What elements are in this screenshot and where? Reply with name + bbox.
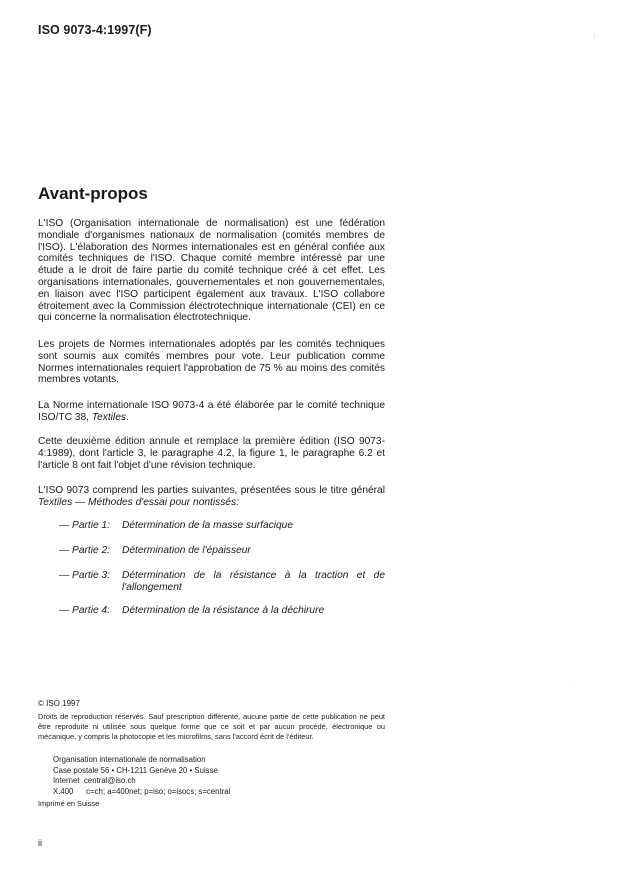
prepared-by-text: La Norme internationale ISO 9073-4 a été élaborée par le comité technique ISO/TC 38, [38,400,385,423]
part-title: Détermination de la résistance à la traction et de l'allongement [122,570,385,593]
internet-row [53,776,230,787]
part-title: Détermination de la résistance à la déchirure [122,605,325,616]
general-title: Textiles — Méthodes d'essai pour nontissés: [38,496,239,508]
organization-address-block [53,755,230,797]
paragraph-iso-intro: L'ISO (Organisation internationale de normalisation) est une fédération mondiale d'organismes nationaux de normalisation (comités membres de l'ISO). L'élaboration des Normes internationales est en général confiée aux comités techniques de l'ISO. Chaque comité membre intéressé par une étude a le droit de faire partie du comité technique créé à cet effet. Les organisations internationales, gouvernementales et non gouvernementales, en liaison avec l'ISO participent également aux travaux. L'ISO collabore étroitement avec la Commission électrotechnique internationale (CEI) en ce qui concerne la normalisation électrotechnique. [38,218,385,324]
part-number: — Partie 2: [59,545,110,556]
committee-name: Textiles [91,411,126,423]
part-title: Détermination de l'épaisseur [122,545,251,556]
paragraph-draft-standards: Les projets de Normes internationales adoptés par les comités techniques sont soumis aux comités membres pour vote. Leur publication comme Normes internationales requiert l'approbation de 75 % au moins des comités membres votants. [38,339,385,386]
internet-label: Internet [53,776,80,785]
part-title: Détermination de la masse surfacique [122,520,294,531]
x400-value: c=ch; a=400net; p=iso; o=isocs; s=central [86,786,231,796]
page-title: Avant-propos [38,184,148,203]
part-number: — Partie 3: [59,570,110,581]
copyright-notice: © ISO 1997 [38,699,80,708]
reproduction-rights: Droits de reproduction réservés. Sauf prescription différente, aucune partie de cette publication ne peut être reproduite ni utilisée sous quelque forme que ce soit et par aucun procédé, électronique ou mécanique, y compris la photocopie et les microfilms, sans l'accord écrit de l'éditeur. [38,712,385,742]
part-number: — Partie 4: [59,605,110,616]
x400-label: X.400 [53,786,74,796]
prepared-by-end: . [125,411,129,423]
paragraph-edition: Cette deuxième édition annule et remplace la première édition (ISO 9073-4:1989), dont l'article 3, le paragraphe 4.2, la figure 1, le paragraphe 6.2 et l'article 8 ont fait l'objet d'une révision technique. [38,436,385,471]
paragraph-prepared-by [38,400,385,424]
scan-mark: | [594,34,596,40]
scan-mark: . [573,680,575,686]
internet-value: central@iso.ch [84,776,136,785]
postal-address: Case postale 56 • CH-1211 Genève 20 • Suisse [53,765,218,775]
part-number: — Partie 1: [59,520,110,531]
organization-name: Organisation internationale de normalisation [53,755,206,764]
parts-intro-text: L'ISO 9073 comprend les parties suivantes, présentées sous le titre général [38,485,385,496]
document-id-header: ISO 9073-4:1997(F) [38,23,152,37]
page-number: ii [38,838,42,848]
paragraph-parts-intro [38,485,385,509]
printed-in: Imprimé en Suisse [38,799,100,808]
x400-row [53,787,230,798]
